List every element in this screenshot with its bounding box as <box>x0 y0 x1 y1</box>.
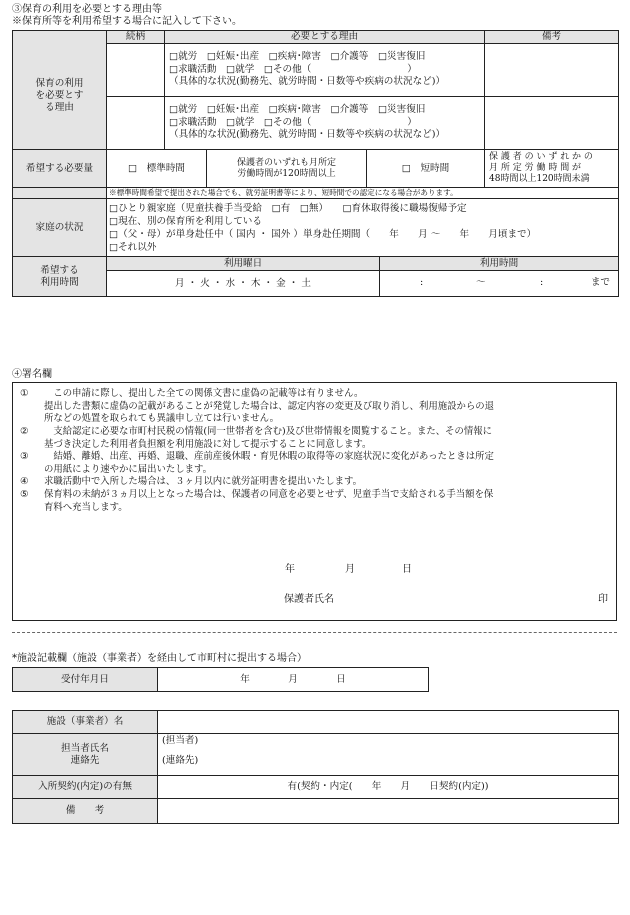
receipt-table <box>12 667 429 692</box>
standard-time-checkbox[interactable]: □ 標準時間 <box>107 150 207 188</box>
reason-options-1[interactable]: □就労 □妊娠･出産 □疾病･障害 □介護等 □災害復旧 □求職活動 □就学 □その他（ ） （具体的な状況(勤務先、就労時間・日数等や疾病の状況など)） <box>165 44 485 97</box>
corner-cell <box>13 31 107 44</box>
family-options[interactable]: □ひとり親家庭（児童扶養手当受給 □有 □無） □育休取得後に職場復帰予定 □現在、別の保育所を利用している □（父・母）が単身赴任中（ 国内 ・ 国外 ）単身赴任期間（ 年 月 ～ 年 月頃まで） □それ以外 <box>107 199 619 257</box>
sign-month: 月 <box>345 564 355 575</box>
facility-table <box>12 710 619 824</box>
relation-input-2[interactable] <box>107 97 165 150</box>
short-time-checkbox[interactable]: □ 短時間 <box>367 150 485 188</box>
facility-remarks-label: 備 考 <box>13 799 158 824</box>
remarks-input-1[interactable] <box>485 44 619 97</box>
pledge-1: ① この申請に際し、提出した全ての関係文書に虚偽の記載等は有りません。 提出した書類に虚偽の記載があることが発覚した場合は、認定内容の変更及び取り消し、利用施設からの退 所などの処置を取られても異議申し立ては行いません。 <box>20 388 495 424</box>
relation-header: 続柄 <box>107 31 165 44</box>
hours-label-cont <box>13 188 107 199</box>
time-until: まで <box>590 276 611 288</box>
cut-line <box>12 632 617 633</box>
time-colon-1: : <box>420 276 424 288</box>
usage-days-header: 利用曜日 <box>107 257 380 271</box>
hours-label: 希望する必要量 <box>13 150 107 188</box>
receipt-date[interactable]: 年 月 日 <box>158 668 429 692</box>
facility-name-label: 施設（事業者）名 <box>13 711 158 734</box>
guardian-name-label: 保護者氏名 <box>284 594 334 605</box>
time-colon-2: : <box>540 276 544 288</box>
seal-mark: 印 <box>598 594 608 605</box>
standard-time-desc: 保護者のいずれも月所定 労働時間が120時間以上 <box>207 150 367 188</box>
reason-table <box>12 30 619 297</box>
time-tilde: ～ <box>476 276 486 288</box>
remarks-input-2[interactable] <box>485 97 619 150</box>
relation-input-1[interactable] <box>107 44 165 97</box>
pledge-4: ④ 求職活動中で入所した場合は、３ヶ月以内に就労証明書を提出いたします。 <box>20 476 363 487</box>
hours-footnote: ※標準時間希望で提出された場合でも、就労証明書等により、短時間での認定になる場合があります。 <box>107 188 619 199</box>
facility-name-input[interactable] <box>158 711 619 734</box>
section4-title: ④署名欄 <box>12 369 52 380</box>
sign-year: 年 <box>285 564 295 575</box>
contract-value[interactable]: 有(契約・内定( 年 月 日契約(内定)) <box>158 776 619 799</box>
section3-note: ※保育所等を利用希望する場合に記入して下さい。 <box>12 16 242 27</box>
reason-header: 必要とする理由 <box>165 31 485 44</box>
remarks-header: 備考 <box>485 31 619 44</box>
pledge-3: ③ 結婚、離婚、出産、再婚、退職、産前産後休暇・育児休暇の取得等の家庭状況に変化があったときは所定 の用紙により速やかに届出いたします。 <box>20 451 494 475</box>
usage-time-range[interactable] <box>380 271 619 297</box>
reason-row-label: 保育の利用 を必要とす る理由 <box>13 44 107 150</box>
family-label: 家庭の状況 <box>13 199 107 257</box>
pledge-5: ⑤ 保育料の未納が３ヵ月以上となった場合は、保護者の同意を必要とせず、児童手当で支給される手当額を保 育料へ充当します。 <box>20 489 494 513</box>
short-time-desc: 保 護 者 の い ず れ か の 月 所 定 労 働 時 間 が 48時間以上120時間未満 <box>485 150 619 188</box>
pledge-2: ② 支給認定に必要な市町村民税の情報(同一世帯者を含む)及び世帯情報を閲覧すること。また、その情報に 基づき決定した利用者負担額を利用施設に対して提示することに同意します。 <box>20 426 492 450</box>
usage-label: 希望する 利用時間 <box>13 257 107 297</box>
section3-title: ③保育の利用を必要とする理由等 <box>12 4 162 15</box>
usage-days[interactable]: 月 ・ 火 ・ 水 ・ 木 ・ 金 ・ 土 <box>107 271 380 297</box>
facility-title: *施設記載欄（施設（事業者）を経由して市町村に提出する場合） <box>12 653 307 664</box>
person-input[interactable]: (担当者) (連絡先) <box>158 734 619 776</box>
reason-options-2[interactable]: □就労 □妊娠･出産 □疾病･障害 □介護等 □災害復旧 □求職活動 □就学 □その他（ ） （具体的な状況(勤務先、就労時間・日数等や疾病の状況など)） <box>165 97 485 150</box>
usage-time-header: 利用時間 <box>380 257 619 271</box>
person-label: 担当者氏名 連絡先 <box>13 734 158 776</box>
sign-day: 日 <box>402 564 412 575</box>
receipt-label: 受付年月日 <box>13 668 158 692</box>
contract-label: 入所契約(内定)の有無 <box>13 776 158 799</box>
facility-remarks-input[interactable] <box>158 799 619 824</box>
